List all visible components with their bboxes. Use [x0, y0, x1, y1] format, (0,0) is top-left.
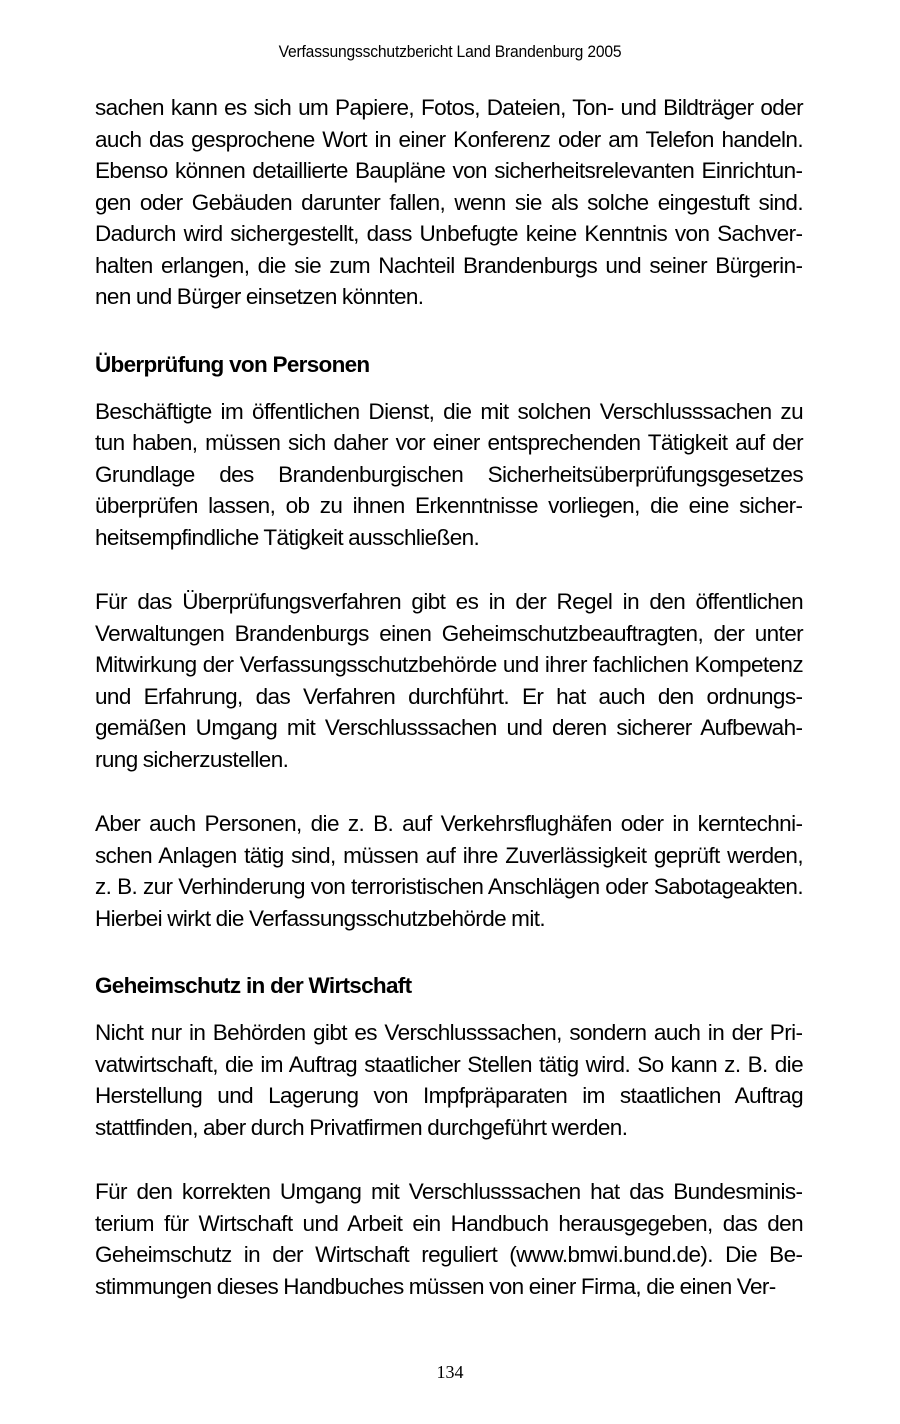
- paragraph-5: Nicht nur in Behörden gibt es Verschlusssachen, sondern auch in der Privatwirtschaft, die im Auftrag staatlicher Stellen tätig wird. So kann z. B. die Herstellung und Lagerung von Impfpräparaten im staatlichen Auftrag stattfinden, aber durch Privatfirmen durchgeführt werden.: [95, 1020, 803, 1140]
- running-header: Verfassungsschutzbericht Land Brandenburg 2005: [278, 42, 622, 61]
- paragraph-2: Beschäftigte im öffentlichen Dienst, die mit solchen Verschlusssachen zu tun haben, müssen sich daher vor einer entsprechenden Tätigkeit auf der Grundlage des Brandenburgischen Sicherheitsüberprüfungsgesetzes überprüfen lassen, ob zu ihnen Erkenntnisse vorliegen, die eine sicherheitsempfindliche Tätigkeit ausschließen.: [95, 398, 803, 550]
- section-heading-personen: Überprüfung von Personen: [95, 351, 370, 377]
- paragraph-4: Aber auch Personen, die z. B. auf Verkehrsflughäfen oder in kerntechnischen Anlagen tätig sind, müssen auf ihre Zuverlässigkeit geprüft werden, z. B. zur Verhinderung von terroristischen Anschlägen oder Sabotageakten. Hierbei wirkt die Verfassungsschutzbehörde mit.: [95, 811, 803, 931]
- paragraph-1: sachen kann es sich um Papiere, Fotos, Dateien, Ton- und Bildträger oder auch das gesprochene Wort in einer Konferenz oder am Telefon handeln. Ebenso können detaillierte Baupläne von sicherheitsrelevanten Einrichtungen oder Gebäuden darunter fallen, wenn sie als solche eingestuft sind. Dadurch wird sichergestellt, dass Unbefugte keine Kenntnis von Sachverhalten erlangen, die sie zum Nachteil Brandenburgs und seiner Bürgerinnen und Bürger einsetzen könnten.: [95, 95, 803, 309]
- page-number: 134: [436, 1362, 464, 1382]
- paragraph-6: Für den korrekten Umgang mit Verschlusssachen hat das Bundesministerium für Wirtschaft und Arbeit ein Handbuch herausgegeben, das den Geheimschutz in der Wirtschaft reguliert (www.bmwi.bund.de). Die Bestimmungen dieses Handbuches müssen von einer Firma, die einen Ver-: [95, 1179, 803, 1299]
- section-heading-wirtschaft: Geheimschutz in der Wirtschaft: [95, 973, 412, 998]
- paragraph-3: Für das Überprüfungsverfahren gibt es in der Regel in den öffentlichen Verwaltungen Brandenburgs einen Geheimschutzbeauftragten, der unter Mitwirkung der Verfassungsschutzbehörde und ihrer fachlichen Kompetenz und Erfahrung, das Verfahren durchführt. Er hat auch den ordnungsgemäßen Umgang mit Verschlusssachen und deren sicherer Aufbewahrung sicherzustellen.: [95, 589, 803, 772]
- page-body: [95, 92, 803, 1302]
